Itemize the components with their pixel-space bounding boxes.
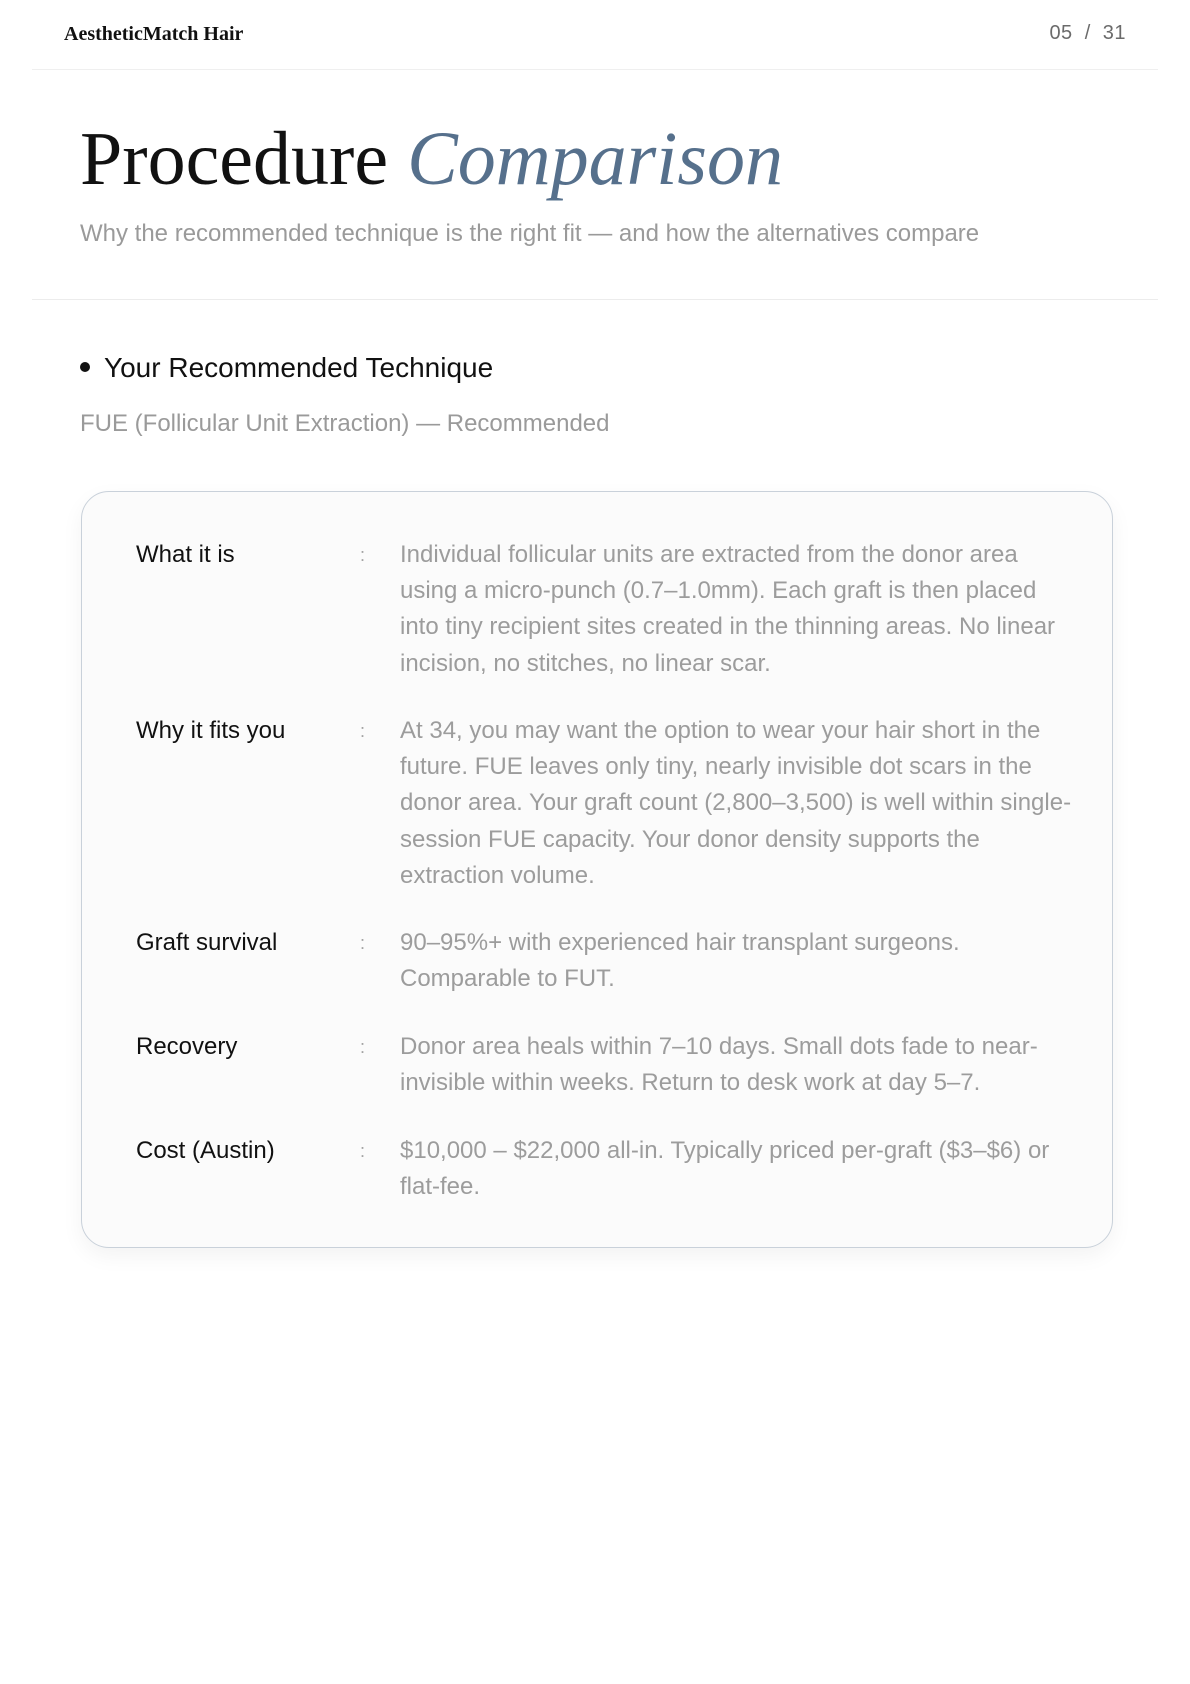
page-title: [80, 114, 783, 204]
technique-details-card: [81, 491, 1113, 1248]
detail-label: Graft survival: [136, 929, 278, 956]
page-subtitle: Why the recommended technique is the right fit — and how the alternatives compare: [80, 220, 980, 247]
detail-value: Individual follicular units are extracted from the donor area using a micro-punch (0.7–1.0mm). Each graft is then placed into tiny recipient sites created in the thinning areas. No linear incision, no stitches, no linear scar.: [400, 541, 1056, 677]
detail-value: At 34, you may want the option to wear your hair short in the future. FUE leaves only tiny, nearly invisible dot scars in the donor area. Your graft count (2,800–3,500) is well within single-session FUE capacity. Your donor density supports the extraction volume.: [400, 717, 1072, 889]
section-heading: [80, 352, 493, 384]
detail-label: Why it fits you: [136, 717, 286, 744]
detail-value: 90–95%+ with experienced hair transplant surgeons. Comparable to FUT.: [400, 929, 960, 993]
page-indicator: [1049, 22, 1126, 45]
brand-name: AestheticMatch Hair: [64, 23, 244, 45]
page-header: [32, 0, 1158, 70]
detail-value: $10,000 – $22,000 all-in. Typically priced per-graft ($3–$6) or flat-fee.: [400, 1137, 1050, 1201]
page-separator: /: [1084, 22, 1091, 44]
detail-label: What it is: [136, 541, 235, 568]
detail-separator: :: [360, 933, 366, 953]
section-heading-text: Your Recommended Technique: [104, 352, 494, 383]
section-subheading: FUE (Follicular Unit Extraction) — Recommended: [80, 410, 610, 437]
bullet-icon: [80, 362, 90, 372]
page-total: 31: [1102, 22, 1126, 44]
detail-separator: :: [360, 721, 366, 741]
detail-value: Donor area heals within 7–10 days. Small dots fade to near-invisible within weeks. Return to desk work at day 5–7.: [400, 1033, 1038, 1097]
detail-label: Cost (Austin): [136, 1137, 275, 1164]
header-divider: [32, 299, 1158, 300]
detail-label: Recovery: [136, 1033, 238, 1060]
page-current: 05: [1049, 22, 1073, 44]
detail-separator: :: [360, 1141, 366, 1161]
detail-separator: :: [360, 545, 366, 565]
detail-separator: :: [360, 1037, 366, 1057]
title-accent: Comparison: [407, 117, 783, 201]
title-main: Procedure: [80, 117, 389, 201]
